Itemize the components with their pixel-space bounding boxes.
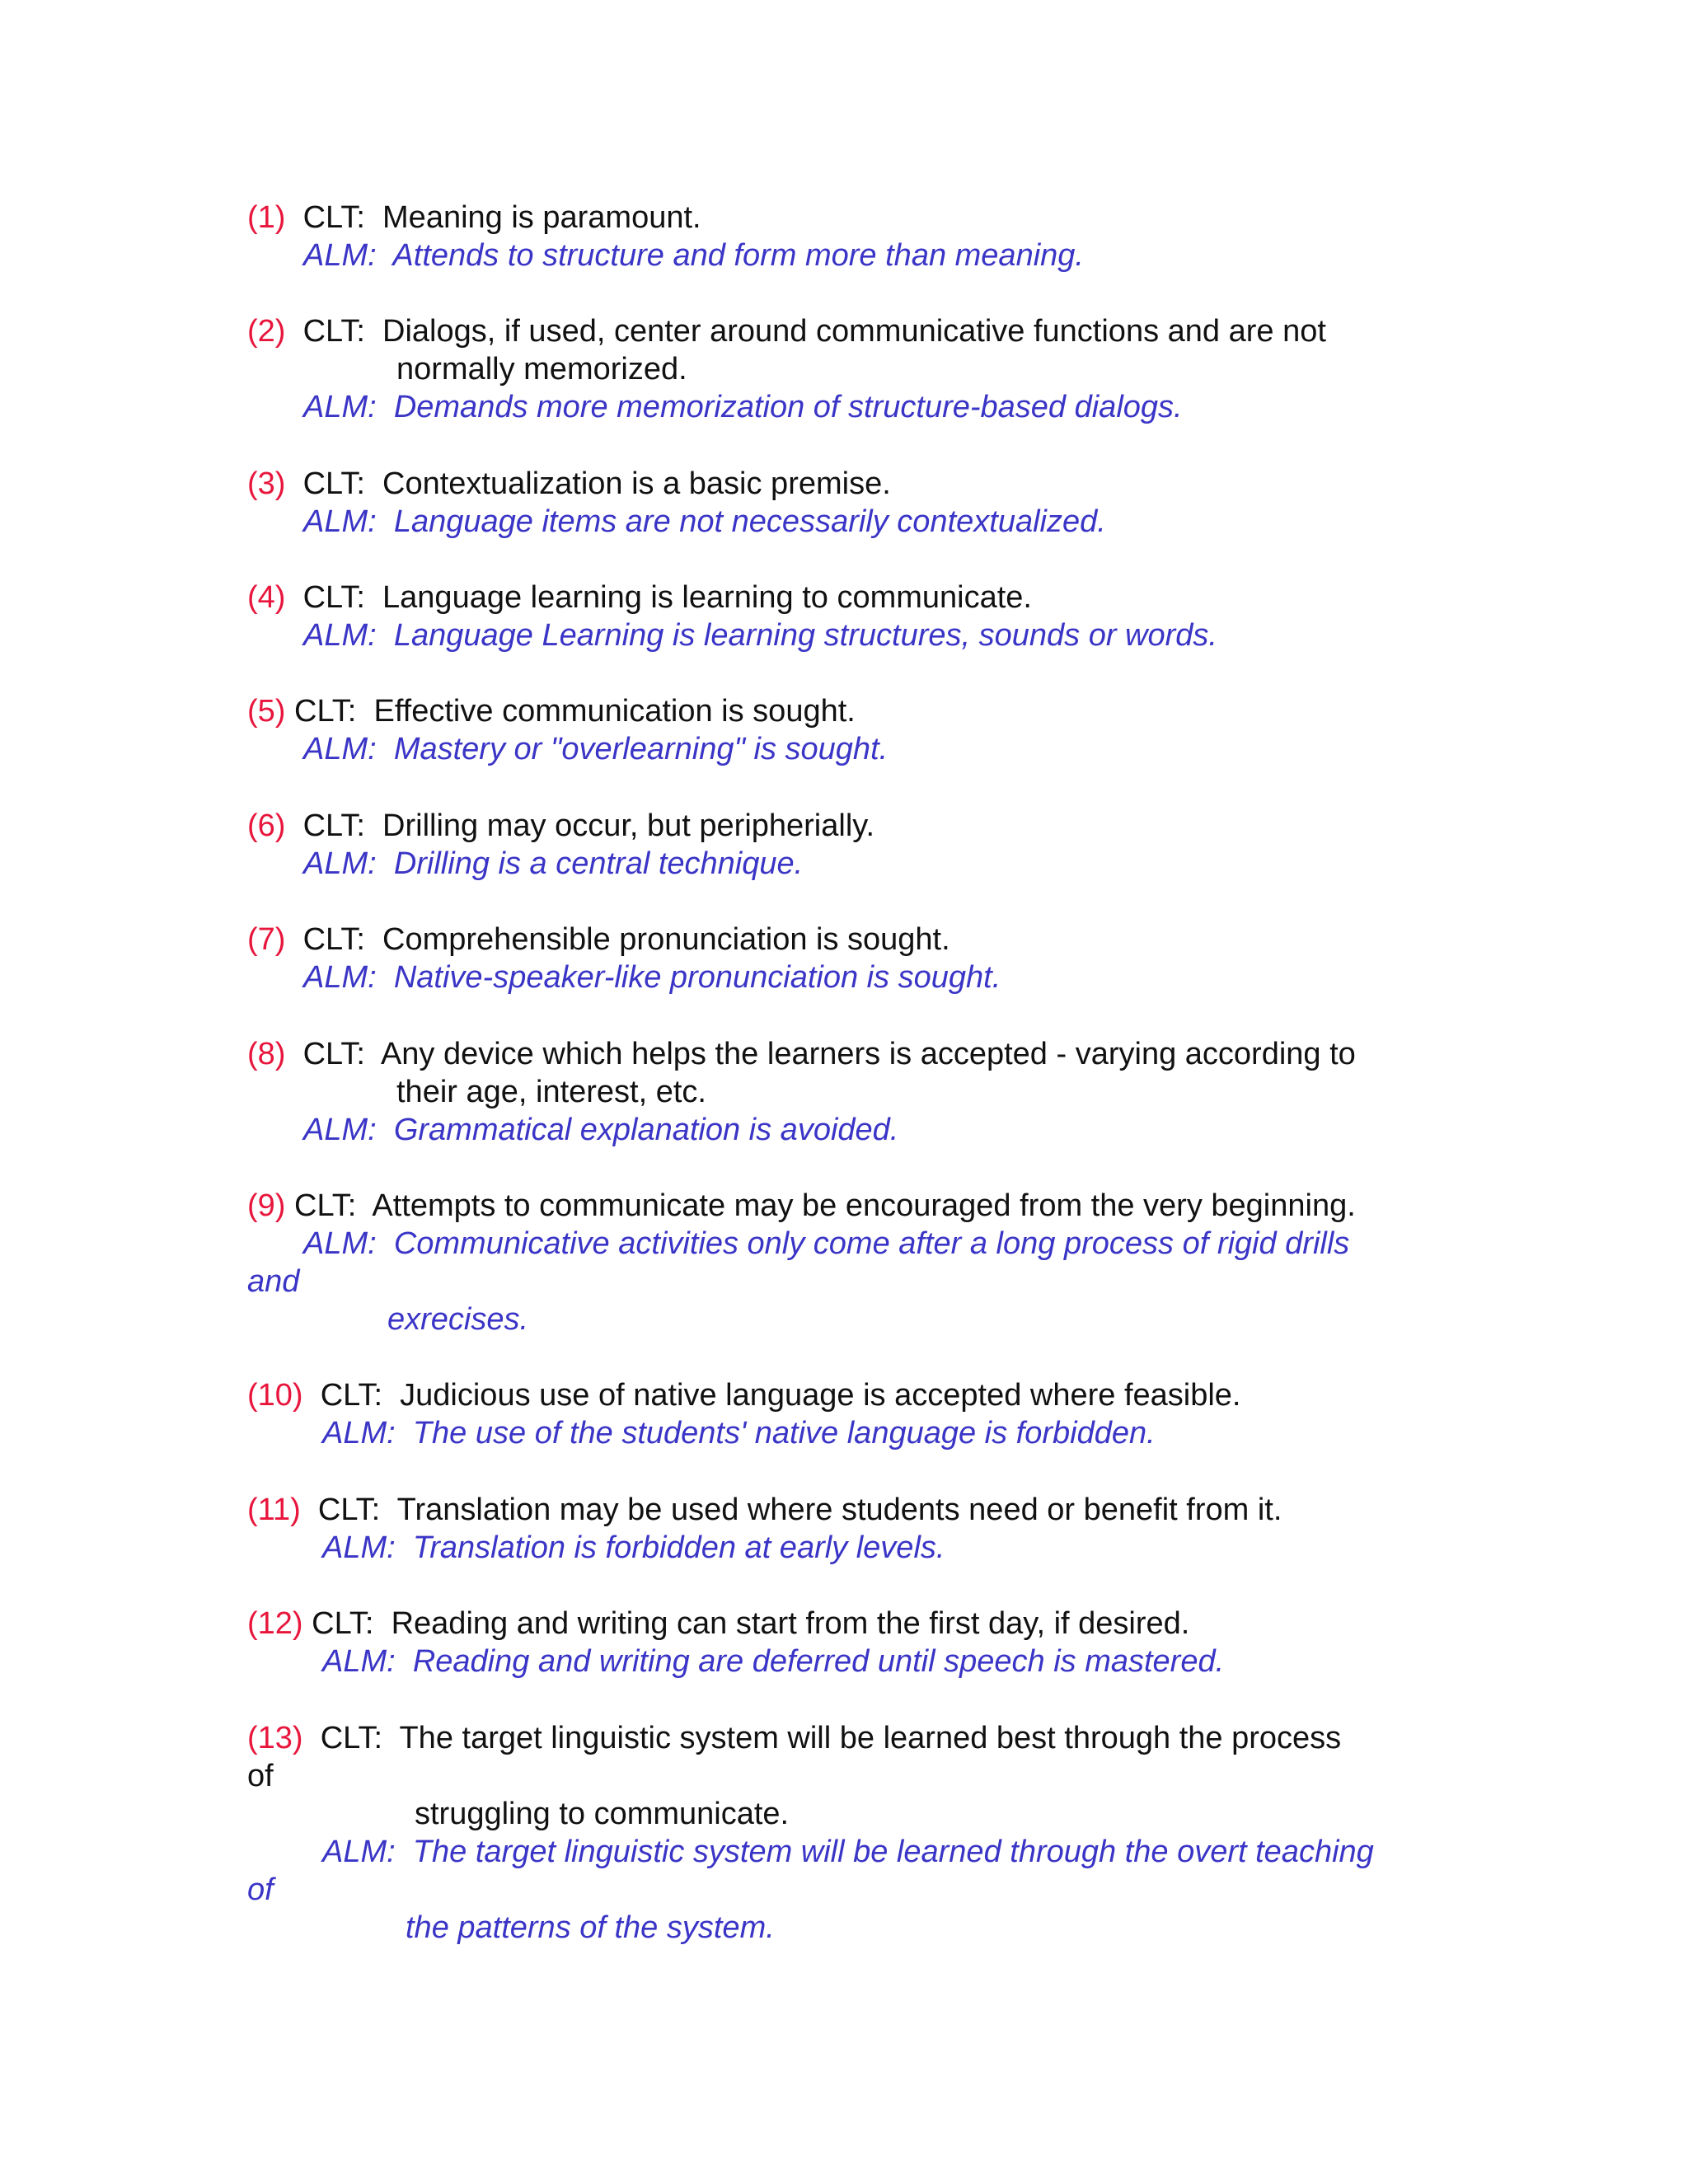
alm-prefix: ALM: (322, 1530, 396, 1565)
alm-text: The use of the students' native language is forbidden. (412, 1416, 1156, 1451)
clt-text: Contextualization is a basic premise. (382, 466, 891, 501)
item-9-alm-line (303, 1225, 1349, 1263)
clt-text: normally memorized. (396, 352, 687, 387)
clt-text: Language learning is learning to communicate. (382, 580, 1032, 615)
item-6-clt-line (247, 807, 874, 845)
alm-prefix: ALM: (303, 618, 377, 653)
item-7-alm-line (303, 958, 1001, 996)
item-1-clt-line (247, 199, 701, 237)
item-13-clt-wrap (247, 1757, 274, 1795)
alm-prefix: ALM: (303, 504, 377, 539)
item-number: (2) (247, 314, 286, 349)
alm-prefix: ALM: (303, 960, 377, 995)
alm-text: Grammatical explanation is avoided. (393, 1113, 899, 1147)
item-9-alm-wrap (247, 1263, 299, 1301)
item-number: (9) (247, 1188, 286, 1223)
alm-text: of (247, 1872, 274, 1907)
item-number: (10) (247, 1378, 303, 1413)
alm-prefix: ALM: (322, 1644, 396, 1679)
alm-text: exrecises. (387, 1302, 529, 1337)
item-7-clt-line (247, 921, 950, 958)
alm-text: Mastery or "overlearning" is sought. (393, 732, 889, 766)
alm-prefix: ALM: (322, 1835, 396, 1869)
item-13-alm-continuation (406, 1909, 775, 1947)
alm-prefix: ALM: (303, 1113, 377, 1147)
alm-text: Drilling is a central technique. (393, 846, 804, 881)
item-4-clt-line (247, 579, 1032, 616)
clt-text: struggling to communicate. (415, 1797, 790, 1831)
clt-text: Dialogs, if used, center around communicative functions and are not (382, 314, 1326, 349)
item-number: (5) (247, 694, 286, 729)
alm-prefix: ALM: (303, 238, 377, 273)
item-number: (1) (247, 200, 286, 235)
item-13-clt-line (247, 1719, 1341, 1757)
item-10-alm-line (322, 1414, 1156, 1452)
clt-text: Drilling may occur, but peripherially. (382, 808, 875, 843)
item-8-clt-continuation (396, 1073, 706, 1111)
alm-prefix: ALM: (303, 732, 377, 766)
alm-text: Attends to structure and form more than meaning. (392, 238, 1084, 273)
clt-text: Reading and writing can start from the first day, if desired. (391, 1606, 1190, 1641)
item-5-alm-line (303, 730, 888, 768)
item-3-clt-line (247, 465, 891, 503)
item-5-clt-line (247, 692, 856, 730)
clt-prefix: CLT: (294, 694, 357, 729)
clt-prefix: CLT: (302, 314, 365, 349)
alm-text: Language Learning is learning structures, sounds or words. (393, 618, 1217, 653)
item-3-alm-line (303, 503, 1106, 541)
alm-prefix: ALM: (303, 390, 377, 424)
alm-text: The target linguistic system will be learned through the overt teaching (412, 1835, 1374, 1869)
item-number: (11) (247, 1493, 301, 1527)
alm-text: Demands more memorization of structure-based dialogs. (393, 390, 1183, 424)
clt-text: Any device which helps the learners is accepted - varying according to (380, 1037, 1356, 1071)
item-number: (7) (247, 922, 286, 957)
clt-prefix: CLT: (302, 466, 365, 501)
item-13-clt-continuation (415, 1795, 789, 1833)
item-number: (8) (247, 1037, 286, 1071)
item-number: (6) (247, 808, 286, 843)
clt-text: Judicious use of native language is accepted where feasible. (400, 1378, 1241, 1413)
alm-text: Native-speaker-like pronunciation is sought. (393, 960, 1001, 995)
clt-prefix: CLT: (320, 1378, 383, 1413)
clt-prefix: CLT: (294, 1188, 357, 1223)
item-number: (3) (247, 466, 286, 501)
item-2-alm-line (303, 388, 1183, 426)
item-11-alm-line (322, 1529, 945, 1567)
item-number: (13) (247, 1721, 303, 1755)
item-2-clt-continuation (396, 350, 687, 388)
clt-prefix: CLT: (302, 808, 365, 843)
clt-text: Attempts to communicate may be encouraged from the very beginning. (372, 1188, 1356, 1223)
item-1-alm-line (303, 237, 1084, 274)
item-12-alm-line (322, 1643, 1224, 1680)
clt-text: Meaning is paramount. (382, 200, 701, 235)
clt-text: Comprehensible pronunciation is sought. (382, 922, 950, 957)
item-4-alm-line (303, 616, 1217, 654)
alm-text: Communicative activities only come after a long process of rigid drills (393, 1226, 1350, 1261)
clt-prefix: CLT: (302, 580, 365, 615)
item-8-alm-line (303, 1111, 898, 1149)
alm-text: the patterns of the system. (406, 1910, 775, 1945)
alm-prefix: ALM: (303, 1226, 377, 1261)
alm-prefix: ALM: (303, 846, 377, 881)
item-12-clt-line (247, 1605, 1189, 1643)
clt-prefix: CLT: (312, 1606, 374, 1641)
clt-prefix: CLT: (302, 922, 365, 957)
item-number: (12) (247, 1606, 303, 1641)
item-9-alm-continuation (387, 1301, 528, 1338)
item-9-clt-line (247, 1187, 1356, 1225)
alm-text: Reading and writing are deferred until speech is mastered. (412, 1644, 1225, 1679)
item-2-clt-line (247, 312, 1326, 350)
alm-text: Language items are not necessarily contextualized. (393, 504, 1106, 539)
clt-text: their age, interest, etc. (396, 1075, 706, 1109)
clt-prefix: CLT: (302, 1037, 365, 1071)
item-13-alm-line (322, 1833, 1374, 1871)
item-13-alm-wrap (247, 1871, 274, 1909)
clt-text: of (247, 1759, 274, 1793)
clt-prefix: CLT: (317, 1493, 381, 1527)
alm-text: Translation is forbidden at early levels. (412, 1530, 945, 1565)
alm-text: and (247, 1264, 300, 1299)
item-8-clt-line (247, 1035, 1356, 1073)
clt-prefix: CLT: (302, 200, 365, 235)
item-10-clt-line (247, 1376, 1240, 1414)
clt-prefix: CLT: (320, 1721, 383, 1755)
clt-text: Effective communication is sought. (373, 694, 856, 729)
alm-prefix: ALM: (322, 1416, 396, 1451)
item-11-clt-line (247, 1491, 1282, 1529)
clt-text: Translation may be used where students need or benefit from it. (396, 1493, 1282, 1527)
item-6-alm-line (303, 845, 803, 883)
item-number: (4) (247, 580, 286, 615)
clt-text: The target linguistic system will be learned best through the process (399, 1721, 1342, 1755)
